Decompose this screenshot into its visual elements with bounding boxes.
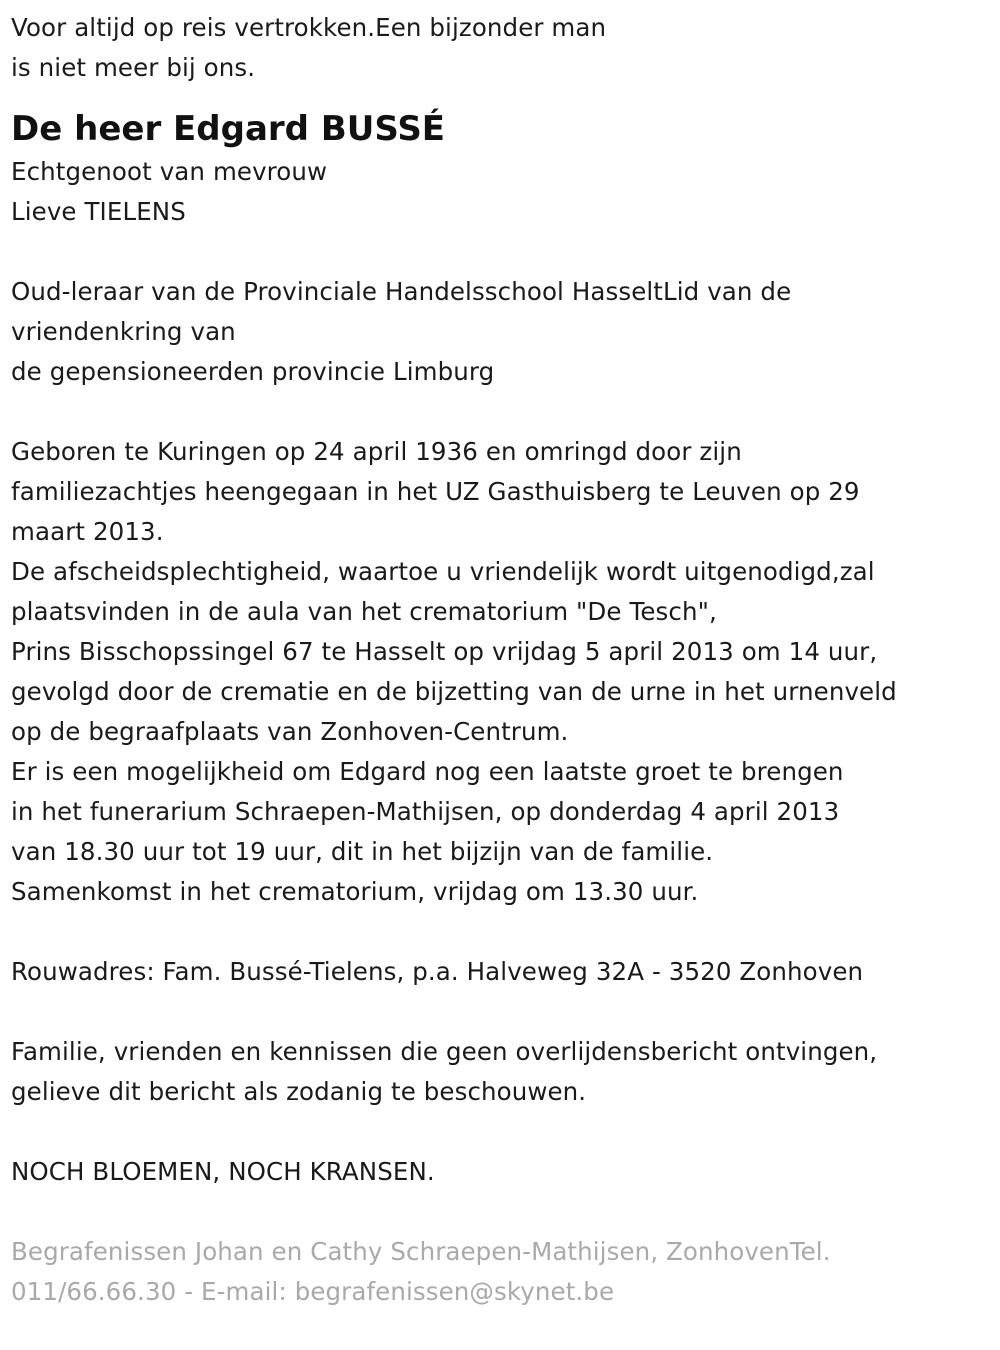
details-line: op de begraafplaats van Zonhoven-Centrum.: [11, 717, 569, 746]
intro-section: [11, 8, 986, 88]
flowers-section: [11, 1152, 986, 1192]
spacer: [11, 232, 986, 272]
details-section: [11, 432, 986, 912]
profession-section: [11, 272, 986, 392]
details-line: Samenkomst in het crematorium, vrijdag om 13.30 uur.: [11, 877, 699, 906]
spouse-line: Lieve TIELENS: [11, 197, 186, 226]
spacer: [11, 992, 986, 1032]
intro-line: is niet meer bij ons.: [11, 53, 256, 82]
spacer: [11, 88, 986, 106]
footer-line: 011/66.66.30 - E-mail: begrafenissen@skynet.be: [11, 1277, 615, 1306]
mourning-address: Rouwadres: Fam. Bussé-Tielens, p.a. Halveweg 32A - 3520 Zonhoven: [11, 957, 864, 986]
footer-line: Begrafenissen Johan en Cathy Schraepen-Mathijsen, ZonhovenTel.: [11, 1237, 831, 1266]
spouse-section: [11, 152, 986, 232]
details-line: plaatsvinden in de aula van het crematorium "De Tesch",: [11, 597, 717, 626]
spacer: [11, 912, 986, 952]
details-line: gevolgd door de crematie en de bijzetting van de urne in het urnenveld: [11, 677, 897, 706]
spouse-line: Echtgenoot van mevrouw: [11, 157, 328, 186]
spacer: [11, 392, 986, 432]
name-heading: De heer Edgard BUSSÉ: [11, 109, 446, 149]
details-line: Er is een mogelijkheid om Edgard nog een laatste groet te brengen: [11, 757, 844, 786]
details-line: familiezachtjes heengegaan in het UZ Gasthuisberg te Leuven op 29: [11, 477, 860, 506]
notice-section: [11, 1032, 986, 1112]
details-line: maart 2013.: [11, 517, 164, 546]
notice-line: Familie, vrienden en kennissen die geen overlijdensbericht ontvingen,: [11, 1037, 878, 1066]
intro-line: Voor altijd op reis vertrokken.Een bijzonder man: [11, 13, 607, 42]
spacer: [11, 1112, 986, 1152]
notice-line: gelieve dit bericht als zodanig te beschouwen.: [11, 1077, 587, 1106]
details-line: Prins Bisschopssingel 67 te Hasselt op vrijdag 5 april 2013 om 14 uur,: [11, 637, 878, 666]
obituary-document: [11, 8, 986, 1312]
no-flowers-notice: NOCH BLOEMEN, NOCH KRANSEN.: [11, 1157, 435, 1186]
profession-line: Oud-leraar van de Provinciale Handelsschool HasseltLid van de: [11, 277, 792, 306]
profession-line: vriendenkring van: [11, 317, 236, 346]
details-line: De afscheidsplechtigheid, waartoe u vriendelijk wordt uitgenodigd,zal: [11, 557, 875, 586]
details-line: van 18.30 uur tot 19 uur, dit in het bijzijn van de familie.: [11, 837, 714, 866]
details-line: in het funerarium Schraepen-Mathijsen, op donderdag 4 april 2013: [11, 797, 840, 826]
profession-line: de gepensioneerden provincie Limburg: [11, 357, 495, 386]
spacer: [11, 1192, 986, 1232]
details-line: Geboren te Kuringen op 24 april 1936 en omringd door zijn: [11, 437, 742, 466]
funeral-home-footer: [11, 1232, 986, 1312]
address-section: [11, 952, 986, 992]
